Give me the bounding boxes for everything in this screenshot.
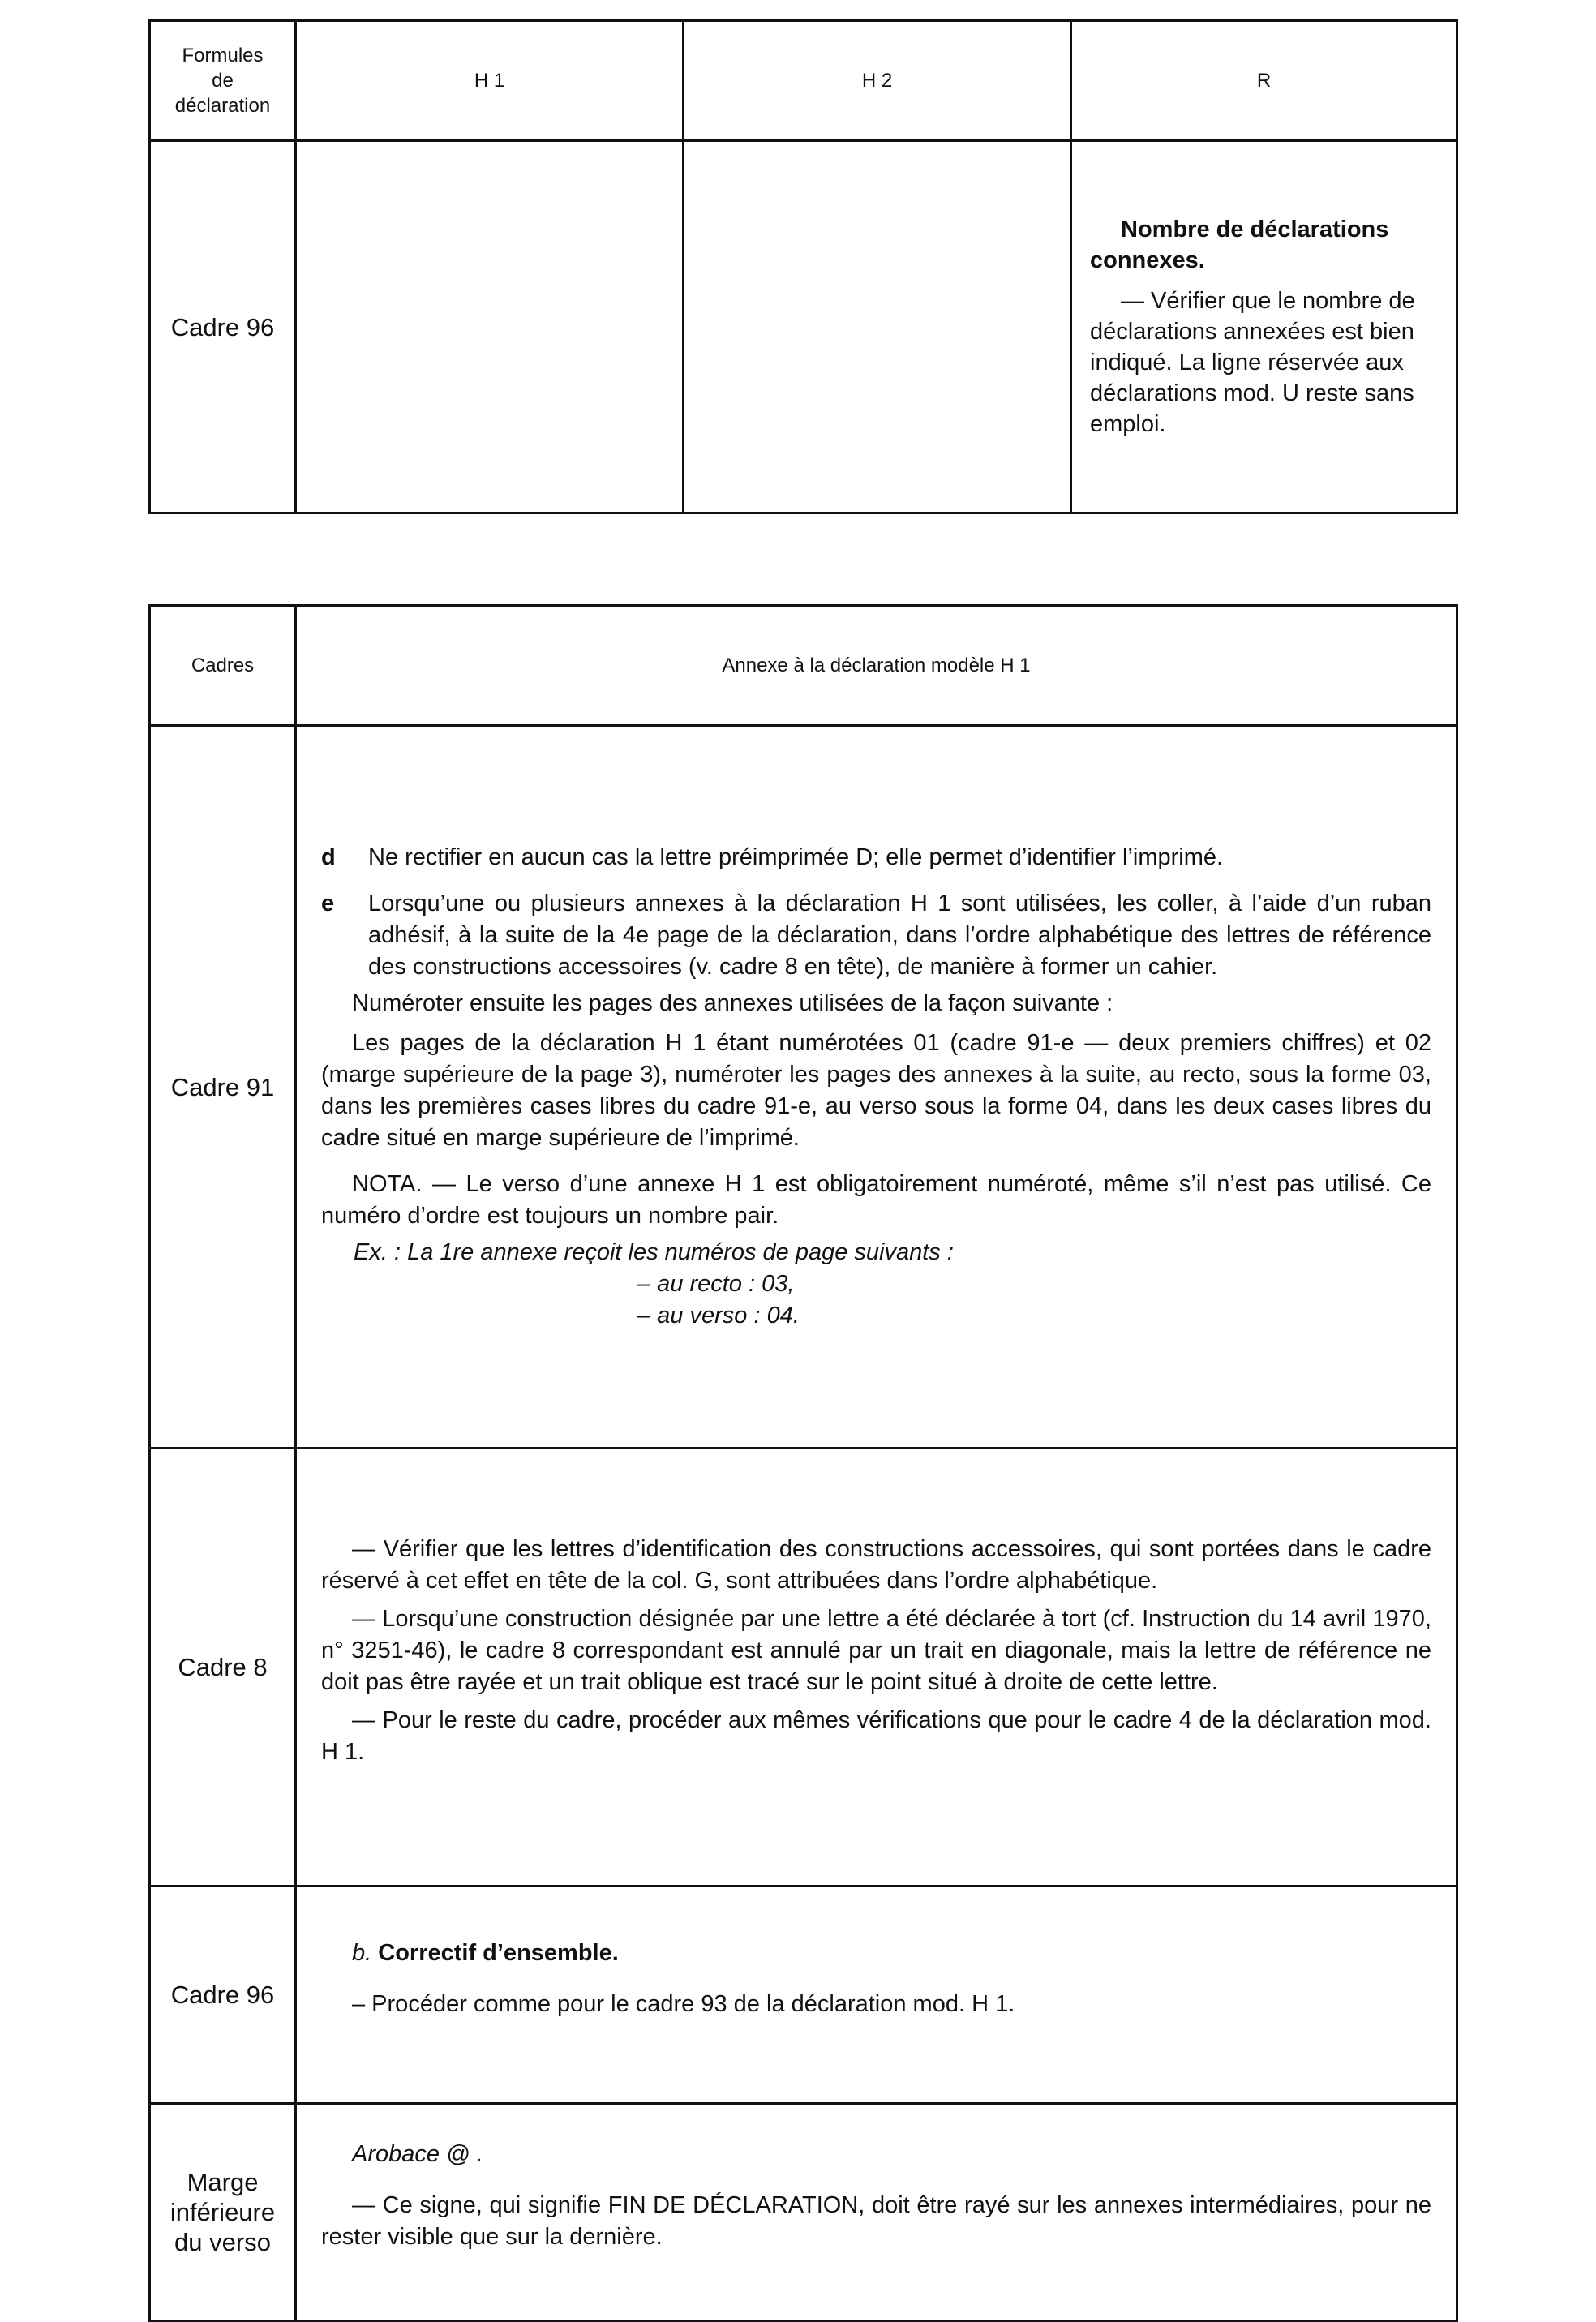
cadre8-p1: — Vérifier que les lettres d’identification des constructions accessoires, qui sont portées dans le cadre réservé à cet effet en tête de la col. G, sont attribuées dans l’ordre alphabétique. <box>321 1536 1431 1594</box>
cadre91-p1: Numéroter ensuite les pages des annexes utilisées de la façon suivante : <box>352 990 1113 1016</box>
cell-h1-empty <box>296 141 684 513</box>
header-formules-label: Formules de déclaration <box>174 45 271 117</box>
header-h1 <box>296 21 684 141</box>
row-label-cadre96 <box>150 141 296 513</box>
item-e-text: Lorsqu’une ou plusieurs annexes à la déclaration H 1 sont utilisées, les coller, à l’aide d’un ruban adhésif, à la suite de la 4e page de la déclaration, dans l’ordre alphabétique des lettres de référence des constructions accessoires (v. cadre 8 en tête), de manière à former un cahier. <box>368 891 1431 980</box>
header-annexe-title: Annexe à la déclaration modèle H 1 <box>722 655 1031 676</box>
cell-h2-empty <box>684 141 1071 513</box>
cadre91-example-verso: – au verso : 04. <box>637 1303 800 1328</box>
r-text: — Vérifier que le nombre de déclarations annexées est bien indiqué. La ligne réservée aux déclarations mod. U reste sans emploi. <box>1090 288 1415 437</box>
row-label-cadre91 <box>150 726 296 1449</box>
row-label-text: Cadre 96 <box>170 312 275 341</box>
header-cadres-label: Cadres <box>191 655 255 676</box>
row-label-text: Cadre 91 <box>170 1072 275 1101</box>
marge-content <box>296 2104 1457 2321</box>
cadre91-content <box>296 726 1457 1449</box>
cadre91-nota: NOTA. — Le verso d’une annexe H 1 est obligatoirement numéroté, même s’il n’est pas utilisé. Ce numéro d’ordre est toujours un nombre pair. <box>321 1171 1431 1229</box>
marge-text: — Ce signe, qui signifie FIN DE DÉCLARATION, doit être rayé sur les annexes intermédiaires, pour ne rester visible que sur la dernière. <box>321 2192 1431 2250</box>
row-label-text: Cadre 8 <box>178 1653 268 1681</box>
cadre96-sub-letter: b. <box>352 1939 372 1966</box>
row-label-text: Marge inférieure du verso <box>169 2168 276 2256</box>
header-r-label: R <box>1256 70 1272 92</box>
header-h2-label: H 2 <box>861 70 893 92</box>
cell-r <box>1071 141 1457 513</box>
cadre96-subtitle <box>321 1938 1431 1969</box>
row-label-cadre8 <box>150 1449 296 1886</box>
item-d <box>321 842 1431 873</box>
item-e-letter: e <box>321 891 335 916</box>
item-d-text: Ne rectifier en aucun cas la lettre préimprimée D; elle permet d’identifier l’imprimé. <box>368 844 1224 870</box>
cadre96-text: – Procéder comme pour le cadre 93 de la déclaration mod. H 1. <box>352 1990 1015 2017</box>
cadre96-content <box>296 1886 1457 2104</box>
header-h1-label: H 1 <box>474 70 505 92</box>
row-label-text: Cadre 96 <box>170 1981 275 2009</box>
cadre8-content <box>296 1449 1457 1886</box>
cadre96-sub-title: Correctif d’ensemble. <box>378 1939 619 1966</box>
row-label-cadre96 <box>150 1886 296 2104</box>
header-formules <box>150 21 296 141</box>
annexe-h1-table <box>148 604 1458 2322</box>
cadre91-example: Ex. : La 1re annexe reçoit les numéros de page suivants : <box>354 1239 954 1265</box>
item-e <box>321 888 1431 983</box>
cadre91-example-recto: – au recto : 03, <box>637 1271 795 1297</box>
declaration-forms-table <box>148 19 1458 514</box>
header-annexe <box>296 606 1457 726</box>
cadre8-p2: — Lorsqu’une construction désignée par une lettre a été déclarée à tort (cf. Instruction du 14 avril 1970, n° 3251-46), le cadre 8 correspondant est annulé par un trait en diagonale, mais la lettre de référence ne doit pas être rayée et un trait oblique est tracé sur le point situé à droite de cette lettre. <box>321 1606 1431 1695</box>
cadre8-p3: — Pour le reste du cadre, procéder aux mêmes vérifications que pour le cadre 4 de la déclaration mod. H 1. <box>321 1707 1431 1765</box>
header-cadres <box>150 606 296 726</box>
cadre91-p2: Les pages de la déclaration H 1 étant numérotées 01 (cadre 91-e — deux premiers chiffres) et 02 (marge supérieure de la page 3), numéroter les pages des annexes à la suite, au recto, sous la forme 03, dans les premières cases libres du cadre 91-e, au verso sous la forme 04, dans les deux cases libres du cadre situé en marge supérieure de l’imprimé. <box>321 1030 1431 1151</box>
row-label-marge <box>150 2104 296 2321</box>
marge-title: Arobace @ . <box>352 2141 483 2167</box>
header-h2 <box>684 21 1071 141</box>
header-r <box>1071 21 1457 141</box>
item-d-letter: d <box>321 844 336 870</box>
r-title: Nombre de déclarations connexes. <box>1090 217 1389 273</box>
